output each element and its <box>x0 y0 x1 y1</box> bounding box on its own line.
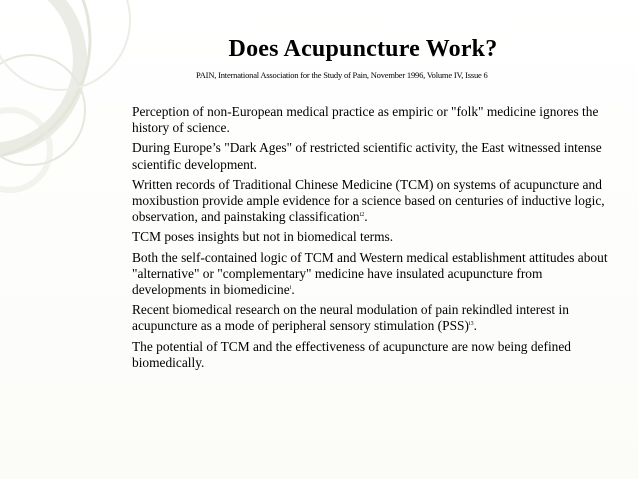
bullet-tail: . <box>364 209 368 225</box>
bullet-text: TCM poses insights but not in biomedical terms. <box>132 229 394 245</box>
slide-title: Does Acupuncture Work? <box>228 36 498 62</box>
bullet-tail: . <box>291 282 295 298</box>
bullet-item <box>106 250 616 299</box>
bullet-text: Perception of non-European medical practice as empiric or "folk" medicine ignores the history of science. <box>132 104 599 136</box>
bullet-text: Recent biomedical research on the neural modulation of pain rekindled interest in acupuncture as a mode of peripheral sensory stimulation (PSS) <box>132 302 569 334</box>
bullet-text: The potential of TCM and the effectiveness of acupuncture are now being defined biomedically. <box>132 338 572 370</box>
slide-subtitle: PAIN, International Association for the Study of Pain, November 1996, Volume IV, Issue 6 <box>196 70 488 80</box>
bullet-item <box>106 302 616 334</box>
citation-mark: i <box>289 285 292 292</box>
citation-mark: i2 <box>359 212 365 219</box>
bullet-text: During Europe’s "Dark Ages" of restricted scientific activity, the East witnessed intense scientific development. <box>132 140 602 172</box>
bullet-tail: . <box>473 318 477 334</box>
bullet-item <box>106 339 616 371</box>
bullet-text: Written records of Traditional Chinese Medicine (TCM) on systems of acupuncture and moxibustion provide ample evidence for a science based on centuries of inductive logic, observation, and painstaking classification <box>132 176 605 225</box>
bullet-item <box>106 104 616 136</box>
citation-mark: i3 <box>468 321 474 328</box>
bullet-item <box>106 229 616 245</box>
bullet-list <box>106 104 616 375</box>
bullet-item <box>106 140 616 172</box>
bullet-item <box>106 177 616 226</box>
bullet-text: Both the self-contained logic of TCM and Western medical establishment attitudes about "alternative" or "complementary" medicine have insulated acupuncture from developments in biomedicine <box>132 249 608 298</box>
